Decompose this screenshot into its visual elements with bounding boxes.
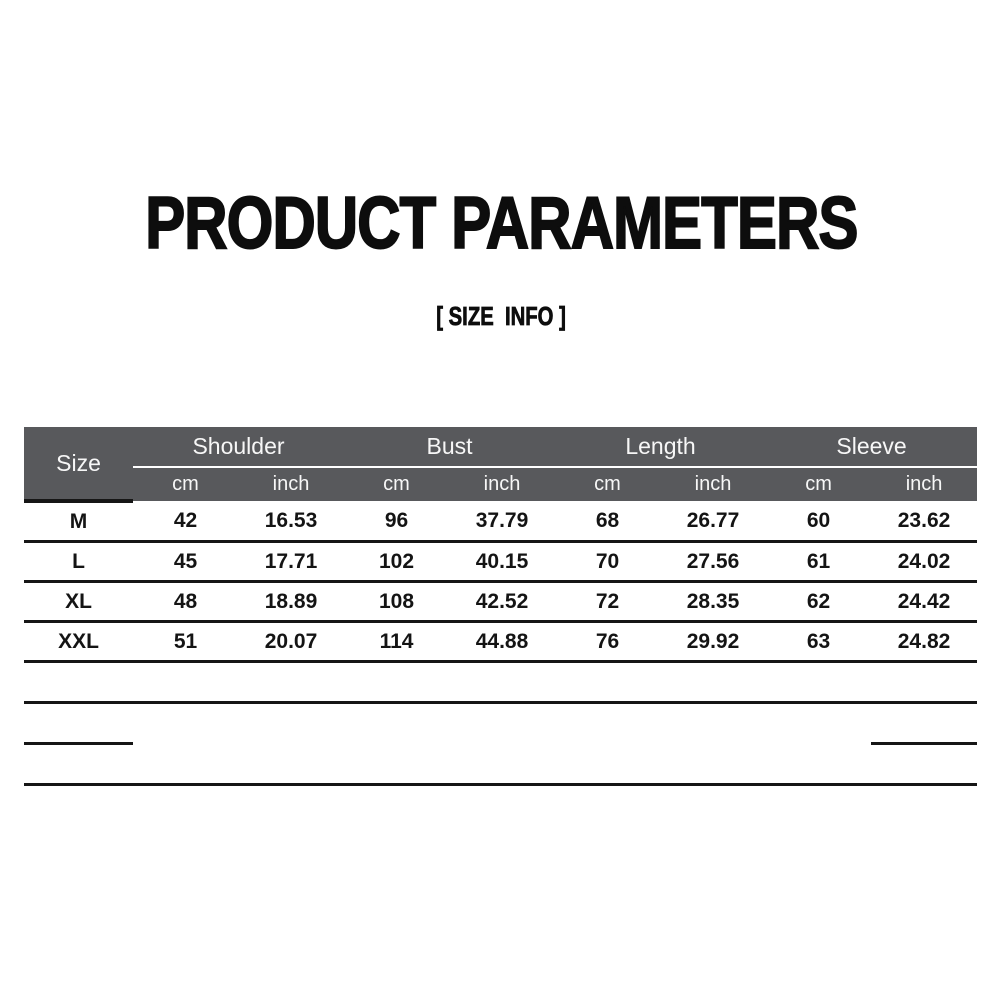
group-header-row [24, 427, 977, 467]
value-cell: 37.79 [449, 501, 555, 542]
group-header-sleeve: Sleeve [766, 427, 977, 467]
empty-cell [24, 662, 133, 703]
unit-header: inch [238, 467, 344, 501]
value-cell: 62 [766, 582, 871, 622]
unit-header: inch [871, 467, 977, 501]
empty-cell [344, 703, 449, 744]
empty-cell [449, 703, 555, 744]
size-row-l [24, 542, 977, 582]
size-cell: XXL [24, 622, 133, 662]
empty-cell [238, 662, 344, 703]
empty-cell [24, 703, 133, 744]
value-cell: 114 [344, 622, 449, 662]
empty-cell [555, 703, 660, 744]
value-cell: 40.15 [449, 542, 555, 582]
group-header-bust: Bust [344, 427, 555, 467]
page-subtitle: [ SIZE INFO ] [436, 301, 566, 331]
group-header-length: Length [555, 427, 766, 467]
page-title: PRODUCT PARAMETERS [144, 183, 858, 264]
value-cell: 28.35 [660, 582, 766, 622]
empty-row [24, 744, 977, 785]
empty-cell [766, 744, 871, 785]
value-cell: 16.53 [238, 501, 344, 542]
empty-row-partial-rule [24, 703, 977, 744]
title-block [0, 183, 1002, 264]
size-table [24, 427, 977, 786]
empty-cell [766, 703, 871, 744]
empty-cell [133, 744, 238, 785]
unit-header: inch [449, 467, 555, 501]
size-row-xxl [24, 622, 977, 662]
empty-cell [449, 744, 555, 785]
empty-cell [660, 703, 766, 744]
empty-cell [133, 703, 238, 744]
size-row-xl [24, 582, 977, 622]
value-cell: 72 [555, 582, 660, 622]
group-header-shoulder: Shoulder [133, 427, 344, 467]
unit-header: cm [766, 467, 871, 501]
unit-header: cm [555, 467, 660, 501]
value-cell: 68 [555, 501, 660, 542]
size-cell: M [24, 501, 133, 542]
empty-cell [871, 662, 977, 703]
size-column-header: Size [24, 427, 133, 501]
empty-cell [555, 662, 660, 703]
empty-cell [344, 744, 449, 785]
empty-cell [660, 662, 766, 703]
value-cell: 27.56 [660, 542, 766, 582]
unit-header: cm [344, 467, 449, 501]
size-row-m [24, 501, 977, 542]
value-cell: 29.92 [660, 622, 766, 662]
value-cell: 60 [766, 501, 871, 542]
unit-header: cm [133, 467, 238, 501]
empty-cell [871, 744, 977, 785]
empty-row [24, 662, 977, 703]
empty-cell [555, 744, 660, 785]
empty-cell [660, 744, 766, 785]
subtitle-block [0, 301, 1002, 332]
unit-header: inch [660, 467, 766, 501]
value-cell: 23.62 [871, 501, 977, 542]
empty-cell [766, 662, 871, 703]
empty-cell [871, 703, 977, 744]
value-cell: 102 [344, 542, 449, 582]
value-cell: 70 [555, 542, 660, 582]
value-cell: 24.82 [871, 622, 977, 662]
value-cell: 61 [766, 542, 871, 582]
value-cell: 42.52 [449, 582, 555, 622]
size-cell: XL [24, 582, 133, 622]
value-cell: 42 [133, 501, 238, 542]
value-cell: 96 [344, 501, 449, 542]
empty-cell [24, 744, 133, 785]
value-cell: 63 [766, 622, 871, 662]
empty-cell [238, 703, 344, 744]
empty-cell [344, 662, 449, 703]
value-cell: 20.07 [238, 622, 344, 662]
value-cell: 76 [555, 622, 660, 662]
unit-header-row [24, 467, 977, 501]
value-cell: 45 [133, 542, 238, 582]
value-cell: 26.77 [660, 501, 766, 542]
value-cell: 48 [133, 582, 238, 622]
value-cell: 108 [344, 582, 449, 622]
value-cell: 18.89 [238, 582, 344, 622]
value-cell: 44.88 [449, 622, 555, 662]
value-cell: 24.02 [871, 542, 977, 582]
value-cell: 24.42 [871, 582, 977, 622]
value-cell: 51 [133, 622, 238, 662]
value-cell: 17.71 [238, 542, 344, 582]
empty-cell [238, 744, 344, 785]
empty-cell [133, 662, 238, 703]
empty-cell [449, 662, 555, 703]
size-cell: L [24, 542, 133, 582]
